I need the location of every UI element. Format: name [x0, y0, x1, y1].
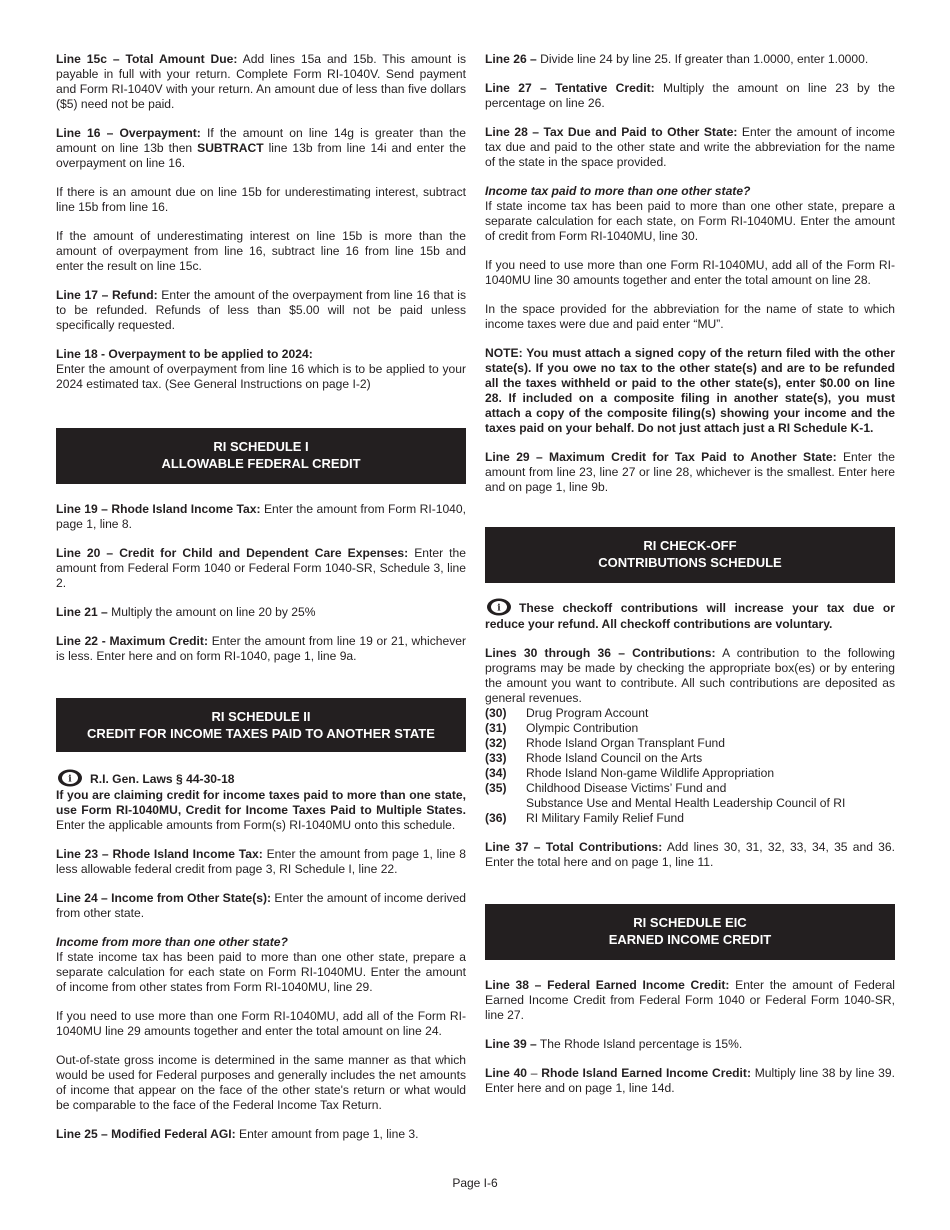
contribution-name: Olympic Contribution — [526, 721, 639, 735]
lines-30-36: Lines 30 through 36 – Contributions: A contribution to the following programs may be made by checking the appropriate box(es) or by entering the amount you want to contribute. All such contributions are deposited as general revenues. — [485, 646, 895, 705]
contribution-item — [485, 721, 895, 736]
contribution-name: Rhode Island Council on the Arts — [526, 751, 703, 765]
contribution-number: (32) — [485, 736, 507, 750]
line-17: Line 17 – Refund: Enter the amount of the overpayment from line 16 that is to be refunded. Refunds of less than $5.00 will not be paid unless specifically requested. — [56, 288, 466, 332]
contribution-name: Drug Program Account — [526, 706, 649, 720]
contribution-number: (31) — [485, 721, 507, 735]
svg-text:i: i — [497, 603, 501, 614]
contribution-item — [485, 736, 895, 751]
contribution-item — [485, 751, 895, 766]
page-number: Page I-6 — [452, 1176, 498, 1190]
line-16-para3: If the amount of underestimating interest on line 15b is more than the amount of overpayment from line 16, subtract line 16 from line 15b and enter the result on line 15c. — [56, 229, 466, 273]
line-18: Line 18 - Overpayment to be applied to 2024: Enter the amount of overpayment from line 16 which is to be applied to your 2024 estimated tax. (See General Instructions on page I-2) — [56, 347, 466, 391]
line-24-para2: If you need to use more than one Form RI-1040MU, add all of the Form RI-1040MU line 29 amounts together and enter the total amount on line 24. — [56, 1009, 466, 1038]
line-15c: Line 15c – Total Amount Due: Add lines 15a and 15b. This amount is payable in full with your return. Complete Form RI-1040V. Send payment and Form RI-1040V with your return. An amount due of less than five dollars ($5) need not be paid. — [56, 52, 466, 111]
line-23: Line 23 – Rhode Island Income Tax: Enter the amount from page 1, line 8 less allowable federal credit from page 3, RI Schedule I, line 22. — [56, 847, 467, 876]
contribution-number: (34) — [485, 766, 507, 780]
contribution-number: (36) — [485, 811, 507, 825]
line-26: Line 26 – Divide line 24 by line 25. If greater than 1.0000, enter 1.0000. — [485, 52, 869, 66]
checkoff-banner: RI CHECK-OFF CONTRIBUTIONS SCHEDULE — [485, 527, 895, 583]
line-29: Line 29 – Maximum Credit for Tax Paid to Another State: Enter the amount from line 23, line 27 or line 28, whichever is the smallest. Enter here and on page 1, line 9b. — [485, 450, 895, 494]
contribution-item — [485, 706, 895, 721]
contribution-item — [485, 781, 895, 796]
contribution-name: Childhood Disease Victims’ Fund and — [526, 781, 727, 795]
law-reference: i R.I. Gen. Laws § 44-30-18 If you are claiming credit for income taxes paid to more than one state, use Form RI-1040MU, Credit for Income Taxes Paid to Multiple States. Enter the applicable amounts from Form(s) RI-1040MU onto this schedule. — [56, 768, 466, 833]
line-40: Line 40 – Rhode Island Earned Income Credit: Multiply line 38 by line 39. Enter here and on page 1, line 14d. — [485, 1066, 895, 1095]
line-24-sub: Income from more than one other state? If state income tax has been paid to more than one other state, prepare a separate calculation for each state on Form RI-1040MU. Enter the amount of income from other states from Form RI-1040MU, line 29. — [56, 935, 466, 994]
line-22: Line 22 - Maximum Credit: Enter the amount from line 19 or 21, whichever is less. Enter here and on form RI-1040, page 1, line 9a. — [56, 634, 467, 663]
line-37: Line 37 – Total Contributions: Add lines 30, 31, 32, 33, 34, 35 and 36. Enter the total here and on page 1, line 11. — [485, 840, 895, 869]
line-16-para2: If there is an amount due on line 15b for underestimating interest, subtract line 15b from line 16. — [56, 185, 466, 214]
left-column — [56, 52, 466, 1156]
contribution-item — [485, 766, 895, 781]
svg-text:i: i — [68, 774, 72, 785]
checkoff-intro: i These checkoff contributions will increase your tax due or reduce your refund. All checkoff contributions are voluntary. — [485, 597, 895, 632]
line-28-sub: Income tax paid to more than one other state? If state income tax has been paid to more than one other state, prepare a separate calculation for each state, on Form RI-1040MU. Enter the amount of credit from Form RI-1040MU, line 30. — [485, 184, 895, 243]
contribution-name: Rhode Island Organ Transplant Fund — [526, 736, 725, 750]
contribution-name: Substance Use and Mental Health Leadership Council of RI — [526, 796, 846, 810]
line-38: Line 38 – Federal Earned Income Credit: Enter the amount of Federal Earned Income Credit from Federal Form 1040 or Federal Form 1040-SR, line 27. — [485, 978, 895, 1022]
contributions-list — [485, 706, 895, 826]
line-21: Line 21 – Multiply the amount on line 20 by 25% — [56, 605, 316, 619]
line-19: Line 19 – Rhode Island Income Tax: Enter the amount from Form RI-1040, page 1, line 8. — [56, 502, 466, 531]
contribution-item — [485, 796, 895, 811]
line-20: Line 20 – Credit for Child and Dependent Care Expenses: Enter the amount from Federal Form 1040 or Federal Form 1040-SR, Schedule 3, line 2. — [56, 546, 466, 590]
contribution-number: (30) — [485, 706, 507, 720]
line-24: Line 24 – Income from Other State(s): Enter the amount of income derived from other state. — [56, 891, 467, 920]
line-25: Line 25 – Modified Federal AGI: Enter amount from page 1, line 3. — [56, 1127, 419, 1141]
line-28-para2: If you need to use more than one Form RI-1040MU, add all of the Form RI-1040MU line 30 amounts together and enter the total amount on line 28. — [485, 258, 895, 287]
schedule-i-banner: RI SCHEDULE I ALLOWABLE FEDERAL CREDIT — [56, 428, 466, 484]
right-column — [485, 52, 895, 1110]
contribution-number: (35) — [485, 781, 507, 795]
contribution-number: (33) — [485, 751, 507, 765]
eic-banner: RI SCHEDULE EIC EARNED INCOME CREDIT — [485, 904, 895, 960]
contribution-number — [485, 796, 526, 811]
contribution-name: Rhode Island Non-game Wildlife Appropriation — [526, 766, 775, 780]
line-16: Line 16 – Overpayment: If the amount on line 14g is greater than the amount on line 13b then SUBTRACT line 13b from line 14i and enter the overpayment on line 16. — [56, 126, 467, 170]
line-28: Line 28 – Tax Due and Paid to Other State: Enter the amount of income tax due and paid to the other state and write the abbreviation for the name of the state in the space provided. — [485, 125, 895, 169]
rhode-island-seal-icon — [56, 768, 84, 788]
note: NOTE: You must attach a signed copy of the return filed with the other state(s). If you owe no tax to the other state(s) and are to be refunded all the taxes withheld or paid to the other state(s), enter $0.00 on line 28. If included on a composite filing in another state(s), you must attach a copy of the composite filing(s) showing your income and the taxes paid on your behalf. Do not just attach just a RI Schedule K-1. — [485, 346, 895, 435]
contribution-item — [485, 811, 895, 826]
contribution-name: RI Military Family Relief Fund — [526, 811, 684, 825]
line-28-para3: In the space provided for the abbreviation for the name of state to which income taxes were due and paid enter “MU”. — [485, 302, 895, 331]
line-24-para3: Out-of-state gross income is determined in the same manner as that which would be used for Federal purposes and generally includes the net amounts of income that appear on the face of the other state's return or what would be comparable to the face of the Federal Income Tax Return. — [56, 1053, 466, 1112]
line-39: Line 39 – The Rhode Island percentage is 15%. — [485, 1037, 743, 1051]
rhode-island-seal-icon — [485, 597, 513, 617]
schedule-ii-banner: RI SCHEDULE II CREDIT FOR INCOME TAXES PAID TO ANOTHER STATE — [56, 698, 466, 752]
line-27: Line 27 – Tentative Credit: Multiply the amount on line 23 by the percentage on line 26. — [485, 81, 895, 110]
